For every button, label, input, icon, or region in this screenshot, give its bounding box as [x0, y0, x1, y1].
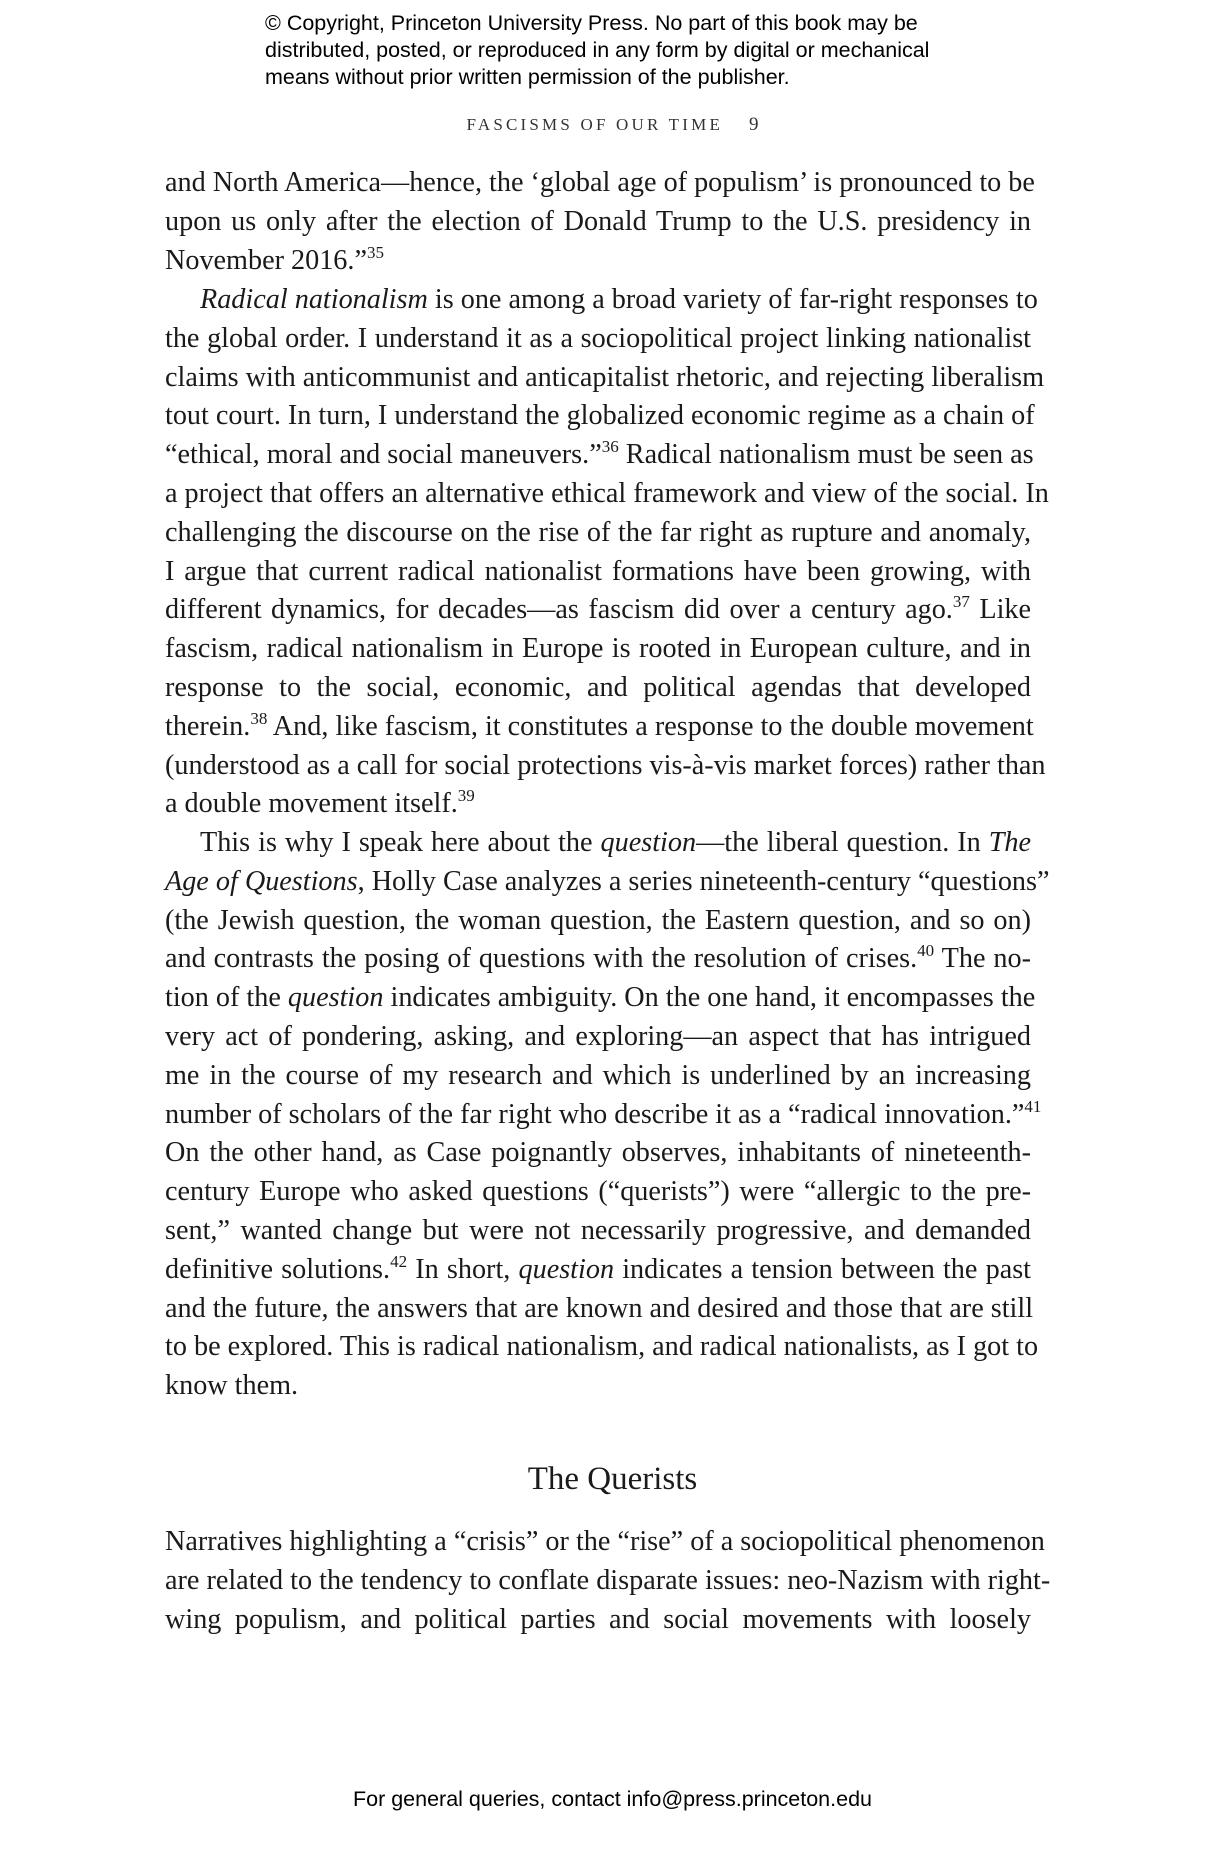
text-line	[165, 164, 1035, 203]
text-run: On the other hand, as Case poignantly observes, inhabitants of nineteenth-	[165, 1137, 1031, 1169]
italic-text: The	[988, 827, 1031, 858]
text-line	[165, 747, 1046, 786]
text-run: In short,	[407, 1253, 519, 1285]
footnote-ref: 38	[250, 708, 268, 728]
text-run: different dynamics, for decades—as fascism did over a century ago.	[165, 594, 953, 626]
text-run: a project that offers an alternative ethical framework and view of the social. In	[165, 477, 1049, 509]
text-run: and North America—hence, the ‘global age of populism’ is pronounced to be	[165, 167, 1035, 198]
footnote-ref: 39	[457, 786, 475, 806]
text-line	[165, 1057, 1031, 1096]
text-run: the global order. I understand it as a sociopolitical project linking nationalist	[165, 322, 1031, 354]
text-line	[165, 1251, 1031, 1290]
text-run: November 2016.”	[165, 244, 367, 276]
footnote-ref: 42	[390, 1251, 408, 1271]
italic-text: Radical nationalism	[200, 284, 428, 315]
footnote-ref: 37	[952, 592, 970, 612]
text-run: very act of pondering, asking, and exploring—an aspect that has intrigued	[165, 1020, 1031, 1052]
text-line	[165, 1562, 1051, 1601]
text-run: challenging the discourse on the rise of the far right as rupture and anomaly,	[165, 516, 1031, 548]
text-line	[165, 1096, 1042, 1135]
text-run: century Europe who asked questions (“querists”) were “allergic to the pre-	[165, 1176, 1031, 1208]
text-line	[165, 708, 1034, 747]
text-line	[165, 436, 1034, 475]
text-run: Radical nationalism must be seen as	[618, 439, 1034, 471]
text-run: number of scholars of the far right who describe it as a “radical innovation.”	[165, 1098, 1025, 1130]
text-line	[165, 359, 1045, 398]
page-number: 9	[749, 114, 759, 135]
text-line	[165, 824, 1031, 863]
paragraph-question	[165, 824, 1050, 1406]
text-line	[165, 475, 1049, 514]
text-run: (the Jewish question, the woman question, the Eastern question, and so on)	[165, 904, 1031, 936]
running-head	[0, 114, 1225, 136]
text-run: sent,” wanted change but were not necessarily progressive, and demanded	[165, 1214, 1031, 1246]
text-line	[165, 553, 1031, 592]
italic-text: question	[518, 1253, 615, 1285]
text-run: wing populism, and political parties and social movements with loosely	[165, 1603, 1031, 1635]
text-run: Like	[969, 594, 1031, 626]
copyright-line: © Copyright, Princeton University Press. No part of this book may be	[265, 11, 918, 35]
text-run: to be explored. This is radical nationalism, and radical nationalists, as I got to	[165, 1331, 1039, 1363]
footnote-ref: 41	[1024, 1096, 1042, 1116]
text-run: is one among a broad variety of far-right responses to	[427, 284, 1038, 315]
text-line	[165, 1523, 1045, 1562]
text-line	[165, 1290, 1034, 1329]
text-line	[165, 242, 1031, 281]
text-line	[165, 514, 1031, 553]
text-run: Narratives highlighting a “crisis” or the “rise” of a sociopolitical phenomenon	[165, 1526, 1045, 1557]
text-run: therein.	[165, 710, 251, 742]
text-run: indicates ambiguity. On the one hand, it encompasses the	[383, 982, 1036, 1014]
text-line	[165, 863, 1050, 902]
text-line	[165, 1134, 1031, 1173]
text-line	[165, 940, 1031, 979]
text-line	[165, 1601, 1031, 1640]
italic-text: Age of Questions	[165, 865, 358, 897]
copyright-notice	[265, 10, 985, 91]
text-run: upon us only after the election of Donald Trump to the U.S. presidency in	[165, 205, 1031, 237]
footer-contact: For general queries, contact info@press.princeton.edu	[352, 1787, 872, 1811]
text-run: are related to the tendency to conflate disparate issues: neo-Nazism with right-	[165, 1564, 1051, 1596]
italic-text: question	[600, 827, 697, 858]
text-run: (understood as a call for social protections vis-à-vis market forces) rather than	[165, 749, 1046, 781]
copyright-line: means without prior written permission of the publisher.	[265, 65, 790, 89]
text-run: me in the course of my research and which is underlined by an increasing	[165, 1059, 1031, 1091]
italic-text: question	[287, 982, 384, 1014]
text-line	[165, 281, 1038, 320]
text-line	[165, 1018, 1031, 1057]
text-run: The no-	[934, 943, 1031, 975]
text-run: indicates a tension between the past	[614, 1253, 1032, 1285]
copyright-line: distributed, posted, or reproduced in any form by digital or mechanical	[265, 38, 930, 62]
text-run: And, like fascism, it constitutes a response to the double movement	[267, 710, 1034, 742]
section-heading: The Querists	[527, 1461, 698, 1497]
paragraph-querists	[165, 1523, 1051, 1639]
footnote-ref: 35	[366, 242, 384, 262]
text-line	[165, 320, 1031, 359]
text-run: This is why I speak here about the	[200, 827, 601, 858]
text-run: claims with anticommunist and anticapitalist rhetoric, and rejecting liberalism	[165, 361, 1045, 393]
text-line	[165, 591, 1031, 630]
text-run: and contrasts the posing of questions with the resolution of crises.	[165, 943, 918, 975]
text-run: —the liberal question. In	[696, 827, 989, 858]
text-line	[165, 1212, 1031, 1251]
text-run: “ethical, moral and social maneuvers.”	[165, 439, 602, 471]
text-line	[165, 203, 1031, 242]
running-head-title: FASCISMS OF OUR TIME	[466, 115, 724, 134]
text-line	[165, 902, 1031, 941]
text-run: fascism, radical nationalism in Europe is rooted in European culture, and in	[165, 633, 1031, 665]
text-line	[165, 785, 1031, 824]
text-line	[165, 397, 1035, 436]
text-line	[165, 669, 1031, 708]
text-line	[165, 1328, 1039, 1367]
text-line	[165, 630, 1031, 669]
text-run: tout court. In turn, I understand the globalized economic regime as a chain of	[165, 400, 1035, 432]
text-run: know them.	[165, 1370, 299, 1402]
text-run: I argue that current radical nationalist formations have been growing, with	[165, 555, 1031, 587]
text-run: tion of the	[165, 982, 288, 1014]
text-run: response to the social, economic, and political agendas that developed	[165, 671, 1031, 703]
text-run: and the future, the answers that are known and desired and those that are still	[165, 1292, 1034, 1324]
paragraph-continued	[165, 164, 1035, 280]
text-run: a double movement itself.	[165, 788, 458, 820]
text-run: definitive solutions.	[165, 1253, 391, 1285]
text-line	[165, 979, 1036, 1018]
paragraph-radical-nationalism	[165, 281, 1049, 824]
text-line	[165, 1173, 1031, 1212]
text-run: , Holly Case analyzes a series nineteenth-century “questions”	[357, 865, 1050, 897]
footnote-ref: 40	[917, 941, 935, 961]
text-line	[165, 1367, 1031, 1406]
footnote-ref: 36	[601, 437, 619, 457]
